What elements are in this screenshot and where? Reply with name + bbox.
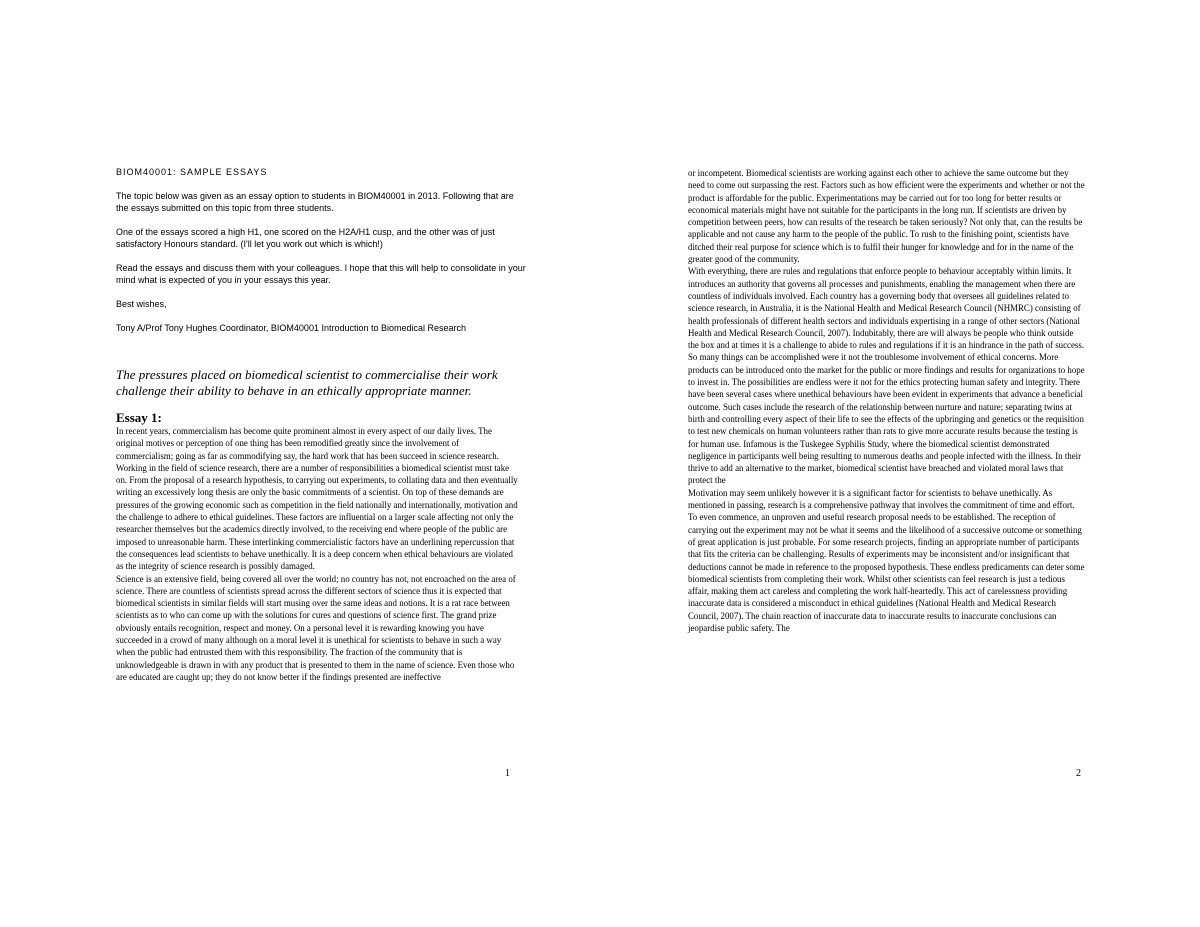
essay-paragraph: In recent years, commercialism has become quite prominent almost in every aspect of our daily lives. The original motives or perception of one thing has been remodified greatly since the involvement of commercialism; going as far as commodifying say, the hard work that has been succeed in science research. Working in the field of science research, there are a number of responsibilities a biomedical scientist must take on. From the proposal of a research hypothesis, to carrying out experiments, to collating data and then eventually writing an excessively long thesis are only the basic commitments of a scientist. On top of these demands are pressures of the growing economic such as competition in the field nationally and internationally, motivation and the challenge to adhere to ethical guidelines. These factors are influential on a larger scale affecting not only the researcher themselves but the academics directly involved, to the receiving end where people of the public are imposed to unreasonable harm. These interlinking commercialistic factors have an underlining repercussion that the consequences lead scientists to behave unethically. It is a deep concern when ethical behaviours are violated as the integrity of science research is possibly damaged.: [116, 426, 518, 572]
essay-heading: Essay 1:: [116, 410, 162, 425]
wishes-line: Best wishes,: [116, 299, 167, 309]
essay-paragraph: or incompetent. Biomedical scientists are working against each other to achieve the same outcome but they need to come out surpassing the rest. Factors such as how efficient were the experiments and whether or not the product is affordable for the public. Experimentations may be carried out for too long for better results or economical materials might have not suitable for the participants in the long run. If scientists are driven by competition between peers, how can results of the research be taken seriously? Not only that, can the results be applicable and not cause any harm to the people of the public. To rush to the finishing point, scientists have ditched their real purpose for science which is to fulfil their hunger for knowledge and for in the name of the greater good of the community.: [688, 168, 1085, 265]
page-number: 1: [505, 768, 510, 779]
document-page-2: [600, 0, 1200, 927]
intro-paragraph: The topic below was given as an essay option to students in BIOM40001 in 2013. Following that are the essays submitted on this topic from three students.: [116, 191, 514, 213]
scores-paragraph: One of the essays scored a high H1, one scored on the H2A/H1 cusp, and the other was of just satisfactory Honours standard. (I'll let you work out which is which!): [116, 227, 495, 249]
essay-topic: The pressures placed on biomedical scientist to commercialise their work challenge their ability to behave in an ethically appropriate manner.: [116, 367, 498, 398]
header-block: [116, 166, 526, 346]
signature-line: Tony A/Prof Tony Hughes Coordinator, BIOM40001 Introduction to Biomedical Research: [116, 323, 467, 333]
essay-paragraph: With everything, there are rules and regulations that enforce people to behaviour acceptably within limits. It introduces an authority that governs all processes and punishments, enabling the management when there are countless of individuals involved. Each country has a governing body that oversees all guidelines related to science research, in Australia, it is the National Health and Medical Research Council (NHMRC) consisting of health professionals of different health sectors and individuals expertising in a range of other sectors (National Health and Medical Research Council, 2007). Indubitably, there are will always be people who think outside the box and at times it is a challenge to abide to rules and regulations if it is an hindrance in the path of success. So many things can be accomplished were it not the troublesome involvement of ethical concerns. More products can be introduced onto the market for the public or more findings and results for organizations to hope to invest in. The possibilities are endless were it not for the ethics protecting human safety and integrity. There have been several cases where unethical behaviours have been evident in experiments that advance a beneficial outcome. Such cases include the research of the relationship between nurture and nature; separating twins at birth and controlling every aspect of their life to see the effects of the upbringing and genetics or the requisition to test new chemicals on human volunteers rather than rats to give more accurate results because the testing is for human use. Infamous is the Tuskegee Syphilis Study, where the biomedical scientist demonstrated negligence in participants well being resulting to numerous deaths and people infected with the illness. In their thrive to add an alternative to the market, biomedical scientist have breached and violated moral laws that protect the: [688, 266, 1085, 486]
discuss-paragraph: Read the essays and discuss them with your colleagues. I hope that this will help to consolidate in your mind what is expected of you in your essays this year.: [116, 263, 526, 285]
essay-paragraph: Motivation may seem unlikely however it is a significant factor for scientists to behave unethically. As mentioned in passing, research is a comprehensive pathway that involves the commitment of time and effort. To even commence, an unproven and useful research proposal needs to be established. The reception of carrying out the experiment may not be what it seems and the likelihood of a successive outcome or something of great application is just probable. For some research projects, finding an appropriate number of participants that fits the criteria can be challenging. Results of experiments may be inconsistent and/or insignificant that deductions cannot be made in reference to the proposed hypothesis. These endless predicaments can deter some biomedical scientists from completing their work. Whilst other scientists can feel research is just a tedious affair, making them act careless and completing the work half-heartedly. This act of carelessness providing inaccurate data is considered a misconduct in ethical guidelines (National Health and Medical Research Council, 2007). The chain reaction of inaccurate data to inaccurate results to inaccurate conclusions can jeopardise public safety. The: [688, 487, 1085, 633]
page-number: 2: [1076, 768, 1081, 779]
essay-paragraph: Science is an extensive field, being covered all over the world; no country has not, not encroached on the area of science. There are countless of scientists spread across the different sectors of science thus it is expected that biomedical scientists in similar fields will start musing over the same ideas and notions. It is a rat race between scientists as to who can come up with the solutions for cures and questions of science first. The grand prize obviously entails recognition, respect and money. On a personal level it is rewarding knowing you have succeeded in a crowd of many although on a moral level it is unethical for scientists to behave in such a way when the public had entrusted them with this responsibility. The fraction of the community that is unknowledgeable is drawn in with any product that is presented to them in the name of science. Even those who are educated are caught up; they do not know better if the findings presented are ineffective: [116, 573, 516, 682]
essay-body-left: [116, 425, 518, 683]
document-title: BIOM40001: SAMPLE ESSAYS: [116, 167, 268, 177]
essay-body-right: [688, 167, 1085, 634]
